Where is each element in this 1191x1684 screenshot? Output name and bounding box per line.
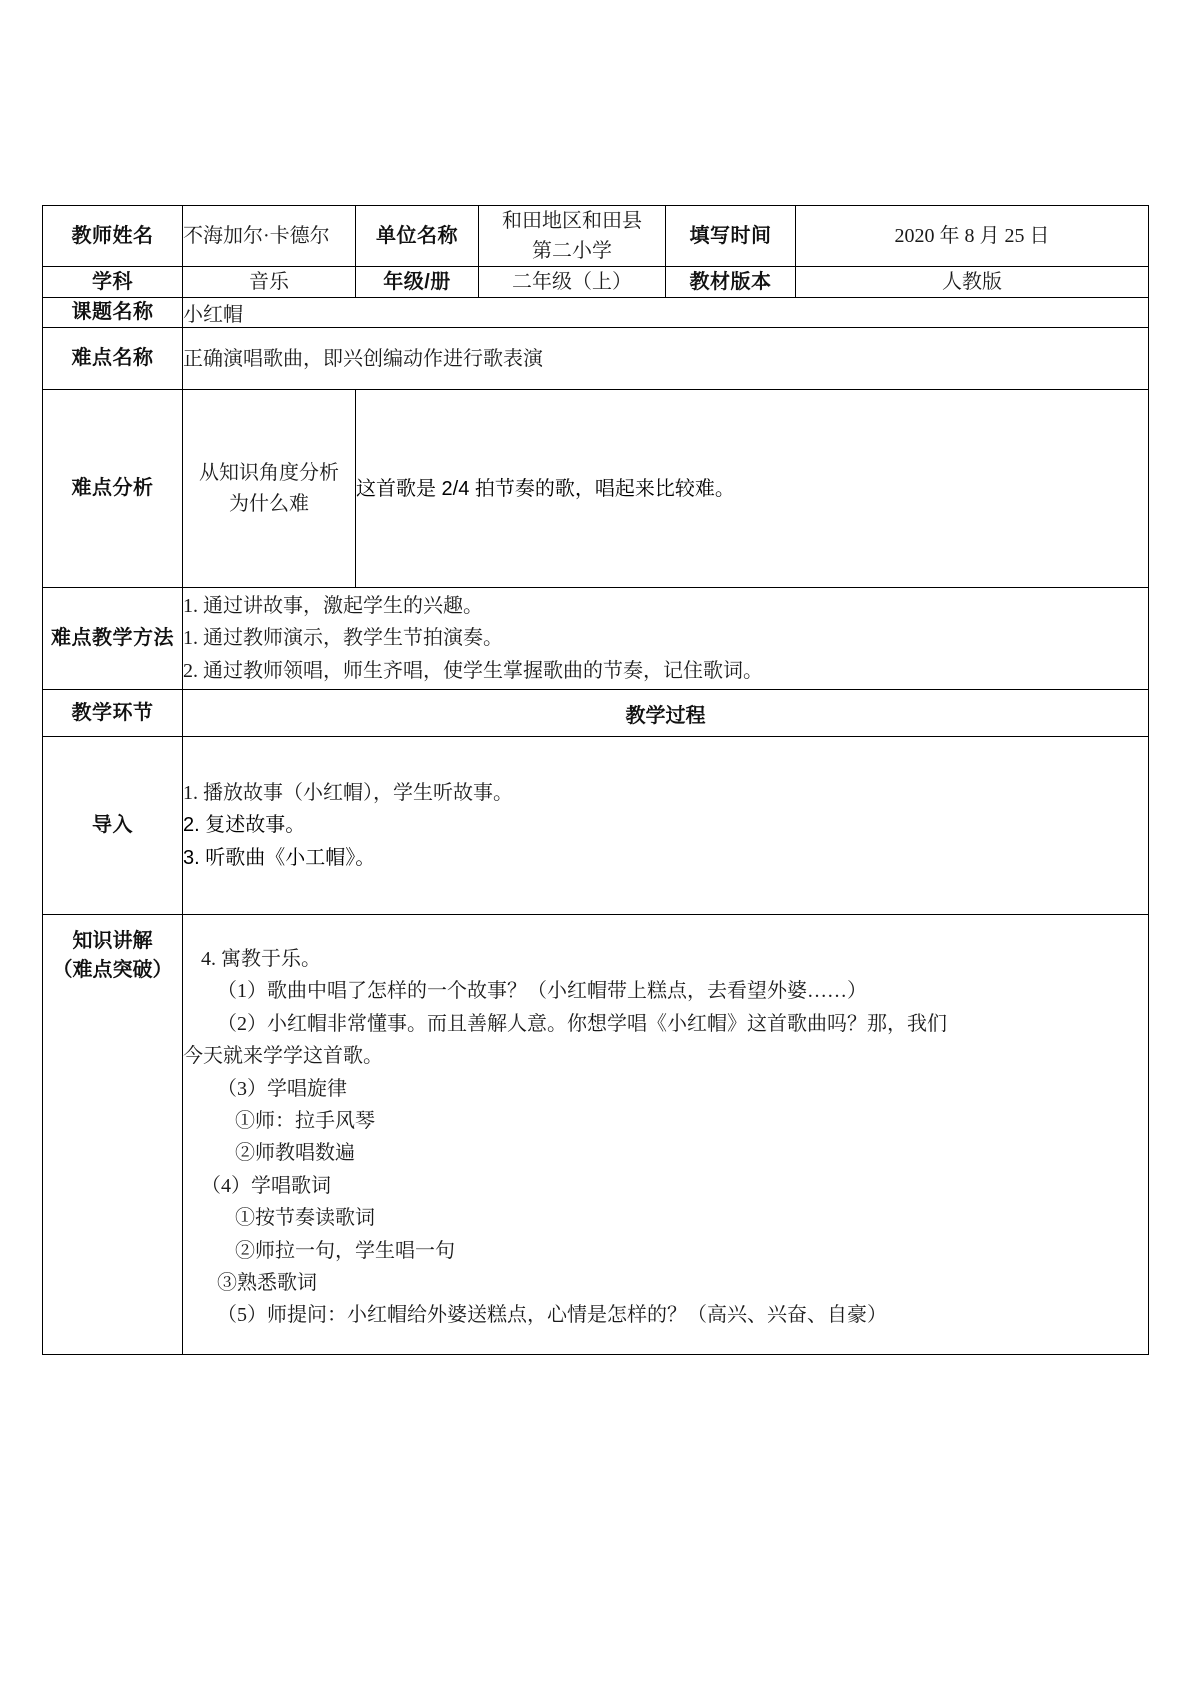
teaching-method-line: 1. 通过教师演示，教学生节拍演奏。	[183, 627, 503, 650]
lesson-plan-table	[42, 205, 1149, 1355]
table-row-introduction	[43, 737, 1149, 915]
unit-name-line-1: 和田地区和田县	[502, 210, 642, 232]
difficulty-name-label: 难点名称	[43, 328, 183, 390]
grade-label: 年级/册	[356, 267, 479, 298]
difficulty-analysis-text: 这首歌是 2/4 拍节奏的歌，唱起来比较难。	[356, 390, 1149, 588]
knowledge-line: ③熟悉歌词	[217, 1271, 317, 1294]
difficulty-analysis-sublabel-line-2: 为什么难	[229, 492, 309, 515]
teaching-methods-label: 难点教学方法	[43, 588, 183, 690]
knowledge-line: ①师：拉手风琴	[235, 1109, 375, 1132]
teaching-methods-content	[183, 588, 1149, 690]
knowledge-label-line-1: 知识讲解	[72, 930, 153, 952]
difficulty-analysis-label: 难点分析	[43, 390, 183, 588]
introduction-line: 2. 复述故事。	[183, 814, 306, 837]
knowledge-line: ②师拉一句，学生唱一句	[235, 1239, 455, 1262]
grade-value: 二年级（上）	[479, 267, 666, 298]
introduction-label: 导入	[43, 737, 183, 915]
textbook-value: 人教版	[796, 267, 1149, 298]
introduction-line: 1. 播放故事（小红帽），学生听故事。	[183, 781, 513, 804]
knowledge-line: （1）歌曲中唱了怎样的一个故事？（小红帽带上糕点，去看望外婆……）	[217, 980, 867, 1003]
knowledge-label	[43, 915, 183, 1355]
table-row-difficulty-name	[43, 328, 1149, 390]
table-row-header-1	[43, 206, 1149, 267]
table-row-topic	[43, 298, 1149, 328]
introduction-content	[183, 737, 1149, 915]
table-row-header-2	[43, 267, 1149, 298]
teaching-method-line: 2. 通过教师领唱，师生齐唱，使学生掌握歌曲的节奏，记住歌词。	[183, 659, 763, 682]
knowledge-line: 今天就来学学这首歌。	[183, 1045, 383, 1068]
knowledge-line: ①按节奏读歌词	[235, 1207, 375, 1230]
table-row-teaching-methods	[43, 588, 1149, 690]
topic-value: 小红帽	[183, 298, 1149, 328]
introduction-line: 3. 听歌曲《小工帽》。	[183, 846, 376, 869]
difficulty-name-value: 正确演唱歌曲，即兴创编动作进行歌表演	[183, 328, 1149, 390]
teaching-method-line: 1. 通过讲故事，激起学生的兴趣。	[183, 594, 483, 617]
difficulty-analysis-sublabel	[183, 390, 356, 588]
fill-time-label: 填写时间	[666, 206, 796, 267]
knowledge-line: ②师教唱数遍	[235, 1142, 355, 1165]
unit-name-value	[479, 206, 666, 267]
subject-value: 音乐	[183, 267, 356, 298]
knowledge-label-line-2: （难点突破）	[52, 959, 173, 981]
table-row-knowledge	[43, 915, 1149, 1355]
knowledge-line: 4. 寓教于乐。	[201, 948, 321, 970]
knowledge-line: （5）师提问：小红帽给外婆送糕点，心情是怎样的？（高兴、兴奋、自豪）	[217, 1304, 887, 1327]
unit-name-line-2: 第二小学	[532, 240, 612, 262]
table-row-difficulty-analysis	[43, 390, 1149, 588]
knowledge-line: （2）小红帽非常懂事。而且善解人意。你想学唱《小红帽》这首歌曲吗？那，我们	[217, 1012, 947, 1035]
knowledge-content	[183, 915, 1149, 1355]
teacher-name-label: 教师姓名	[43, 206, 183, 267]
process-column-header: 教学过程	[183, 690, 1149, 737]
topic-label: 课题名称	[43, 298, 183, 328]
knowledge-line: （4）学唱歌词	[201, 1174, 331, 1197]
textbook-label: 教材版本	[666, 267, 796, 298]
subject-label: 学科	[43, 267, 183, 298]
teacher-name-value: 不海加尔·卡德尔	[183, 206, 356, 267]
stage-column-header: 教学环节	[43, 690, 183, 737]
table-row-process-header	[43, 690, 1149, 737]
unit-name-label: 单位名称	[356, 206, 479, 267]
difficulty-analysis-sublabel-line-1: 从知识角度分析	[199, 461, 339, 484]
fill-time-value: 2020 年 8 月 25 日	[796, 206, 1149, 267]
knowledge-line: （3）学唱旋律	[217, 1077, 347, 1100]
